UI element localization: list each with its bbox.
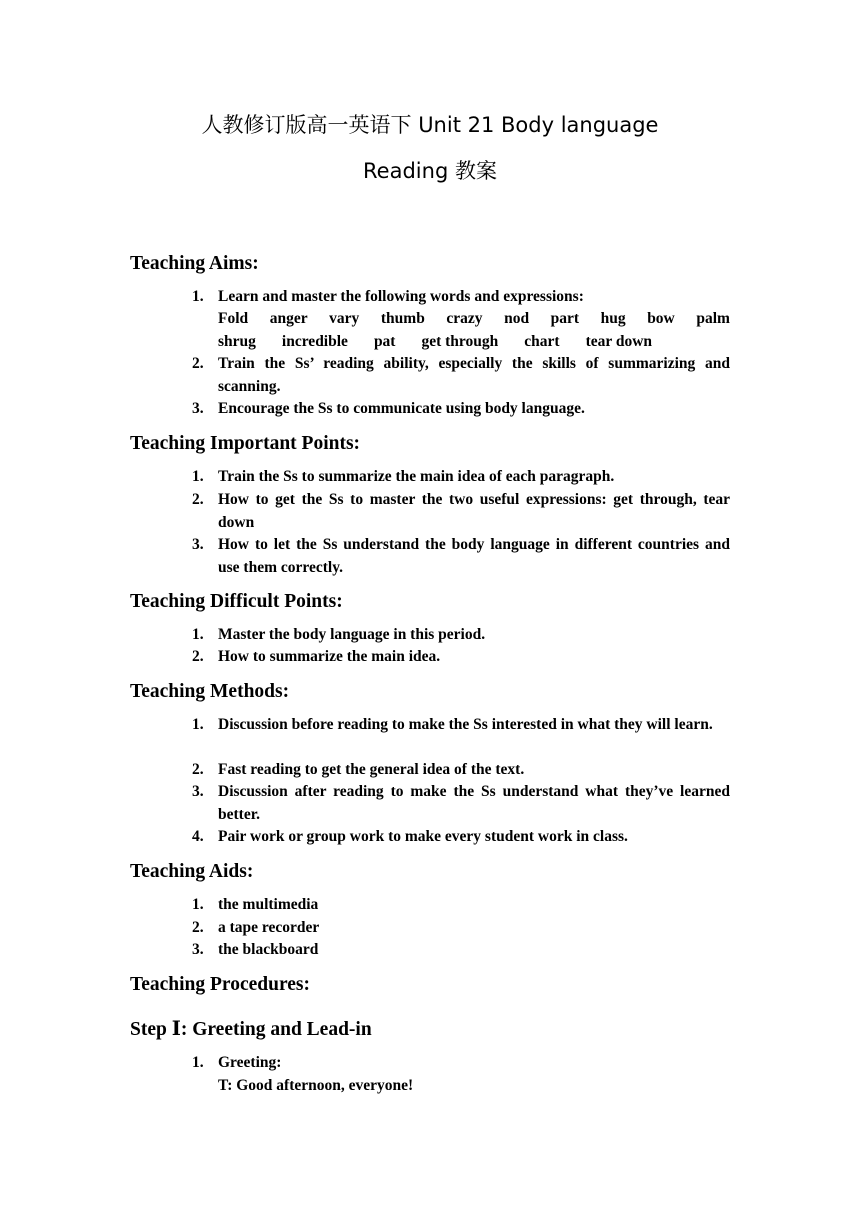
vocab-word: shrug bbox=[218, 333, 256, 350]
document-subtitle: Reading 教案 bbox=[363, 159, 497, 183]
section-heading-procedures: Teaching Procedures: bbox=[130, 974, 311, 995]
list-number: 2. bbox=[192, 919, 204, 936]
list-number: 3. bbox=[192, 941, 204, 958]
vocab-word: part bbox=[550, 310, 580, 327]
vocab-word: thumb bbox=[380, 310, 425, 327]
section-heading-aids: Teaching Aids: bbox=[130, 861, 254, 882]
list-number: 1. bbox=[192, 626, 204, 643]
list-text: How to get the Ss to master the two useful expressions: get through, tear down bbox=[218, 491, 730, 531]
list-text: Master the body language in this period. bbox=[218, 626, 486, 643]
list-text: Greeting: bbox=[218, 1054, 282, 1071]
list-number: 3. bbox=[192, 536, 204, 553]
vocab-word: bow bbox=[647, 310, 675, 327]
section-heading-methods: Teaching Methods: bbox=[130, 681, 290, 702]
list-number: 2. bbox=[192, 648, 204, 665]
vocab-word: Fold bbox=[218, 310, 249, 327]
vocab-word: crazy bbox=[446, 310, 483, 327]
list-number: 1. bbox=[192, 1054, 204, 1071]
list-text: Pair work or group work to make every student work in class. bbox=[218, 828, 628, 845]
list-number: 3. bbox=[192, 400, 204, 417]
list-text: Discussion before reading to make the Ss interested in what they will learn. bbox=[218, 716, 713, 733]
step-heading: Step Ⅰ: Greeting and Lead-in bbox=[130, 1019, 372, 1040]
vocab-word: vary bbox=[329, 310, 360, 327]
section-heading-important-points: Teaching Important Points: bbox=[130, 433, 361, 454]
list-text: How to summarize the main idea. bbox=[218, 648, 441, 665]
list-number: 1. bbox=[192, 896, 204, 913]
list-text: Train the Ss’ reading ability, especially the skills of summarizing and scanning. bbox=[218, 355, 730, 395]
list-text: Discussion after reading to make the Ss understand what they’ve learned better. bbox=[218, 783, 730, 823]
vocab-word: palm bbox=[696, 310, 730, 327]
vocab-word: pat bbox=[373, 333, 396, 350]
vocab-word: anger bbox=[269, 310, 308, 327]
document-title: 人教修订版高一英语下 Unit 21 Body language bbox=[201, 113, 659, 137]
list-text: the multimedia bbox=[218, 896, 319, 913]
section-heading-difficult-points: Teaching Difficult Points: bbox=[130, 591, 343, 612]
list-number: 4. bbox=[192, 828, 204, 845]
list-text: How to let the Ss understand the body language in different countries and use them correctly. bbox=[218, 536, 730, 576]
list-text: Encourage the Ss to communicate using body language. bbox=[218, 400, 585, 417]
list-text: Train the Ss to summarize the main idea of each paragraph. bbox=[218, 468, 615, 485]
list-number: 1. bbox=[192, 716, 204, 733]
list-number: 2. bbox=[192, 355, 204, 372]
vocab-word: tear down bbox=[585, 333, 653, 350]
list-text: a tape recorder bbox=[218, 919, 320, 936]
section-heading-aims: Teaching Aims: bbox=[130, 253, 259, 274]
vocab-word: nod bbox=[504, 310, 530, 327]
list-text: Fast reading to get the general idea of the text. bbox=[218, 761, 525, 778]
dialogue-line: T: Good afternoon, everyone! bbox=[218, 1077, 414, 1094]
vocab-word: incredible bbox=[281, 333, 348, 350]
vocab-word: chart bbox=[524, 333, 560, 350]
vocab-word: get through bbox=[421, 333, 499, 350]
list-number: 1. bbox=[192, 468, 204, 485]
vocab-word: hug bbox=[600, 310, 626, 327]
list-number: 2. bbox=[192, 491, 204, 508]
list-text: the blackboard bbox=[218, 941, 319, 958]
list-number: 1. bbox=[192, 288, 204, 305]
list-text: Learn and master the following words and expressions: bbox=[218, 288, 584, 305]
list-number: 3. bbox=[192, 783, 204, 800]
vocabulary-row bbox=[218, 308, 730, 331]
list-number: 2. bbox=[192, 761, 204, 778]
vocabulary-row bbox=[218, 331, 730, 354]
